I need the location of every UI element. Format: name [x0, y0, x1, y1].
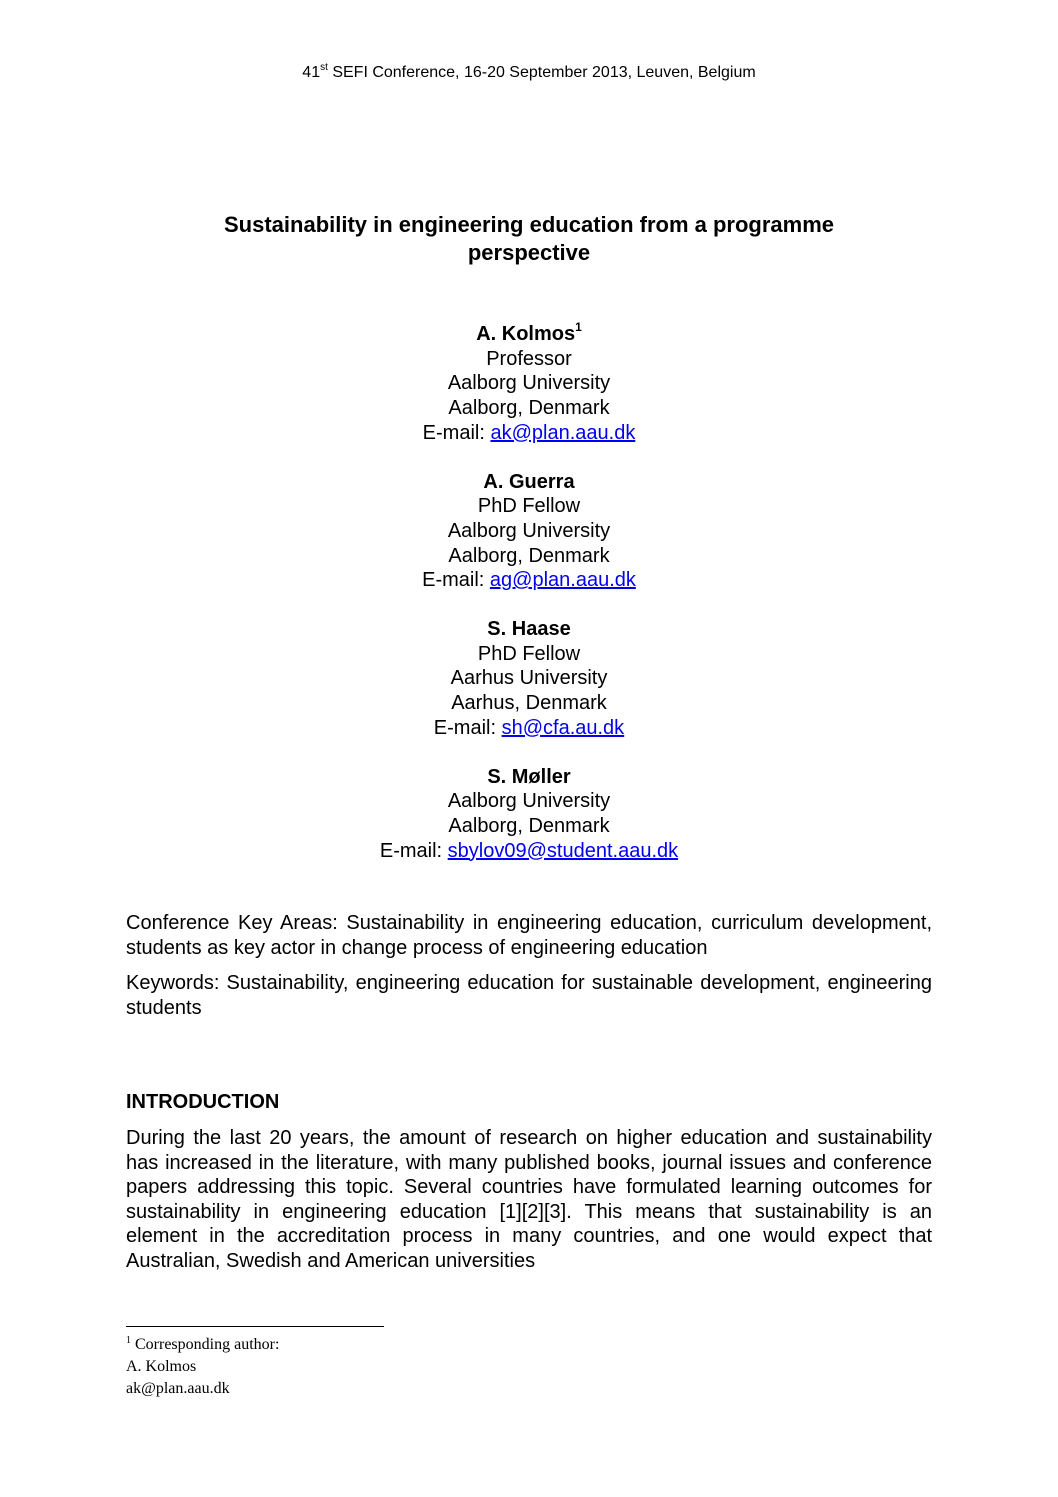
section-heading-introduction: INTRODUCTION [126, 1091, 280, 1113]
author-institution: Aalborg University [447, 372, 611, 395]
author-email-link[interactable]: ag@plan.aau.dk [489, 569, 636, 592]
footnote-mark: 1 [126, 1335, 131, 1346]
author-institution: Aarhus University [450, 667, 608, 690]
author-block [126, 322, 932, 446]
author-block [126, 765, 932, 864]
title-line-1: Sustainability in engineering education from a programme [224, 212, 834, 237]
conference-text: SEFI Conference, 16-20 September 2013, Leuven, Belgium [327, 64, 756, 81]
author-name: A. Guerra [483, 470, 575, 493]
introduction-paragraph: During the last 20 years, the amount of research on higher education and sustainability has increased in the literature, with many published books, journal issues and conference papers addressing this topic. Several countries have formulated learning outcomes for sustainability in engineering education [1][2][3]. This means that sustainability is an element in the accreditation process in many countries, and one would expect that Australian, Swedish and American universities [126, 1127, 932, 1272]
author-institution: Aalborg University [447, 790, 611, 813]
author-email-line: E-mail: ak@plan.aau.dk [422, 421, 636, 444]
author-block [126, 617, 932, 741]
author-name: S. Haase [487, 618, 571, 641]
author-email-link[interactable]: ak@plan.aau.dk [490, 421, 636, 444]
keywords: Keywords: Sustainability, engineering education for sustainable development, engineering students [126, 972, 932, 1019]
author-name: S. Møller [487, 765, 571, 788]
author-email-line: E-mail: ag@plan.aau.dk [422, 569, 636, 592]
conference-number: 41 [302, 64, 321, 81]
author-list [126, 322, 932, 887]
author-email-link[interactable]: sbylov09@student.aau.dk [447, 839, 679, 862]
author-position: Professor [486, 347, 572, 370]
footnote-name: A. Kolmos [126, 1358, 197, 1375]
title-line-2: perspective [467, 240, 591, 265]
author-location: Aalborg, Denmark [448, 397, 610, 420]
running-header [0, 64, 1058, 82]
author-position: PhD Fellow [477, 495, 581, 518]
footnote-divider [126, 1326, 384, 1327]
author-block [126, 470, 932, 594]
author-institution: Aalborg University [447, 519, 611, 542]
author-location: Aarhus, Denmark [451, 692, 607, 715]
author-name: A. Kolmos$^1$ [476, 320, 582, 345]
paper-title [126, 211, 932, 267]
author-location: Aalborg, Denmark [448, 544, 610, 567]
footnote-label-line: $^1$ Corresponding author: [126, 1335, 280, 1353]
author-email-line: E-mail: sh@cfa.au.dk [433, 716, 625, 739]
author-position: PhD Fellow [477, 642, 581, 665]
footnote-email: ak@plan.aau.dk [126, 1380, 230, 1397]
conference-key-areas: Conference Key Areas: Sustainability in engineering education, curriculum development, students as key actor in change process of engineering education [126, 912, 932, 959]
author-location: Aalborg, Denmark [448, 814, 610, 837]
author-email-link[interactable]: sh@cfa.au.dk [501, 716, 625, 739]
conference-ordinal: st [320, 62, 328, 73]
footnote [126, 1334, 626, 1400]
footnote-mark: 1 [575, 320, 582, 334]
author-email-line: E-mail: sbylov09@student.aau.dk [379, 839, 679, 862]
